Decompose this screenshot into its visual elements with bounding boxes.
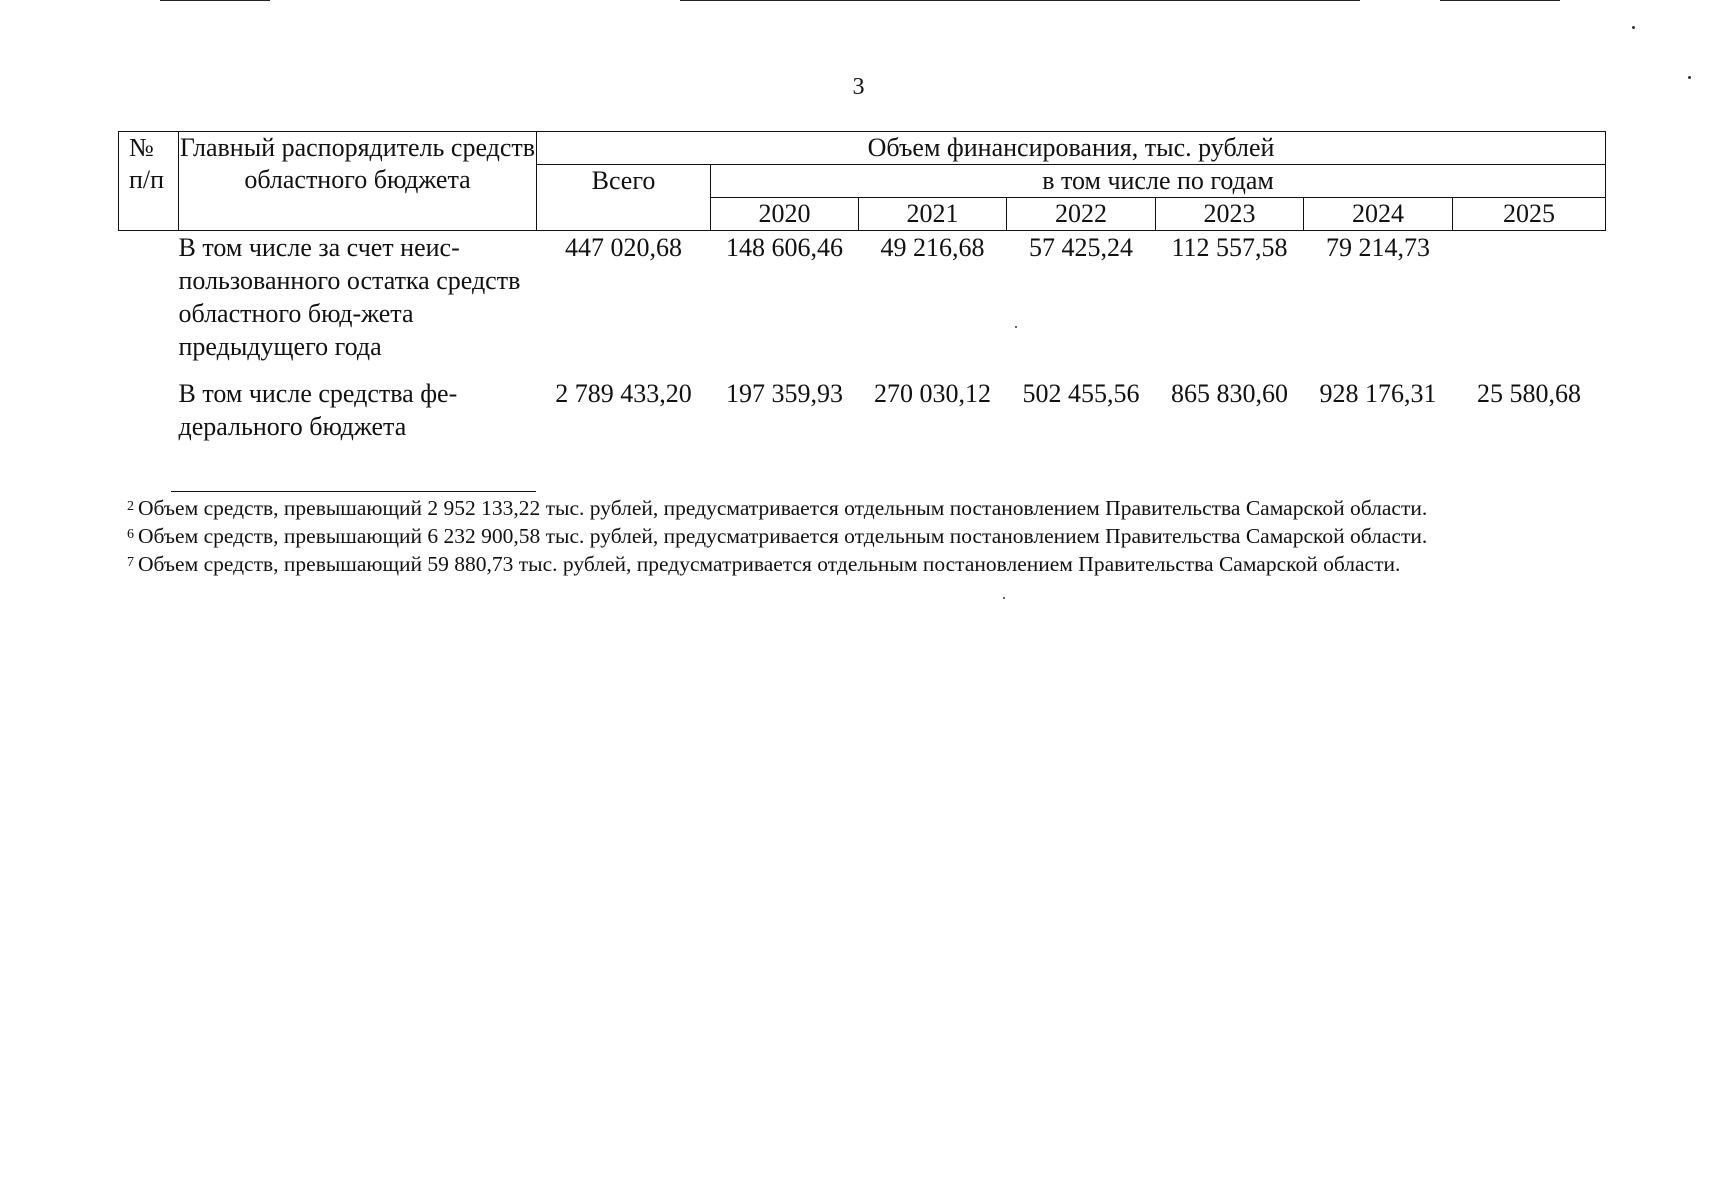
row-value-2024: 928 176,31 — [1319, 379, 1437, 408]
row-value-2020: 197 359,93 — [726, 379, 843, 408]
footnote-text: Объем средств, превышающий 2 952 133,22 тыс. рублей, предусматривается отдельным постановлением Правительства Самарской области. — [138, 496, 1428, 520]
row-value-2023: 865 830,60 — [1171, 379, 1288, 408]
row-total: 447 020,68 — [565, 233, 682, 262]
footnotes — [127, 494, 1427, 578]
footnote — [127, 550, 1427, 578]
scan-edge-line — [680, 0, 1360, 1]
footnote-mark: 2 — [127, 499, 134, 514]
footnote-text: Объем средств, превышающий 59 880,73 тыс. рублей, предусматривается отдельным постановлением Правительства Самарской области. — [138, 552, 1401, 576]
header-year-2025: 2025 — [1453, 198, 1606, 231]
header-budget-distributor: Главный распорядитель средств областного бюджета — [179, 132, 537, 231]
scan-edge-line — [160, 0, 270, 1]
row-value-2021: 49 216,68 — [880, 233, 985, 262]
row-value-2022: 57 425,24 — [1029, 233, 1133, 262]
row-total: 2 789 433,20 — [555, 379, 692, 408]
row-value-2023: 112 557,58 — [1171, 233, 1288, 262]
footnote-mark: 7 — [127, 555, 134, 570]
table-row — [119, 363, 1606, 443]
header-total: Всего — [537, 165, 711, 231]
page-number: 3 — [852, 74, 865, 100]
row-value-2024: 79 214,73 — [1326, 233, 1430, 262]
footnote — [127, 494, 1427, 522]
header-row-number: № п/п — [119, 132, 179, 231]
row-number-cell — [119, 231, 179, 364]
header-year-2023: 2023 — [1156, 198, 1304, 231]
scan-speck — [1003, 597, 1005, 599]
table-row — [119, 231, 1606, 364]
row-value-2025 — [1453, 231, 1606, 364]
row-value-2020: 148 606,46 — [726, 233, 843, 262]
row-number-cell — [119, 363, 179, 443]
header-year-2022: 2022 — [1007, 198, 1156, 231]
financing-table — [118, 131, 1606, 443]
footnote-separator — [171, 491, 536, 492]
row-label: В том числе средства фе-дерального бюджета — [178, 379, 458, 441]
row-label: В том числе за счет неис-пользованного остатка средств областного бюд-жета предыдущего года — [178, 233, 521, 361]
header-funding-volume: Объем финансирования, тыс. рублей — [537, 132, 1606, 165]
row-value-2025: 25 580,68 — [1477, 379, 1582, 408]
header-year-2024: 2024 — [1304, 198, 1453, 231]
footnote — [127, 522, 1427, 550]
footnote-text: Объем средств, превышающий 6 232 900,58 тыс. рублей, предусматривается отдельным постановлением Правительства Самарской области. — [138, 524, 1428, 548]
row-value-2021: 270 030,12 — [874, 379, 991, 408]
footnote-mark: 6 — [127, 527, 134, 542]
row-value-2022: 502 455,56 — [1022, 379, 1140, 408]
header-year-2020: 2020 — [711, 198, 859, 231]
header-by-years: в том числе по годам — [711, 165, 1606, 198]
scan-speck — [1632, 26, 1635, 29]
header-year-2021: 2021 — [859, 198, 1007, 231]
scan-edge-line — [1440, 0, 1560, 1]
